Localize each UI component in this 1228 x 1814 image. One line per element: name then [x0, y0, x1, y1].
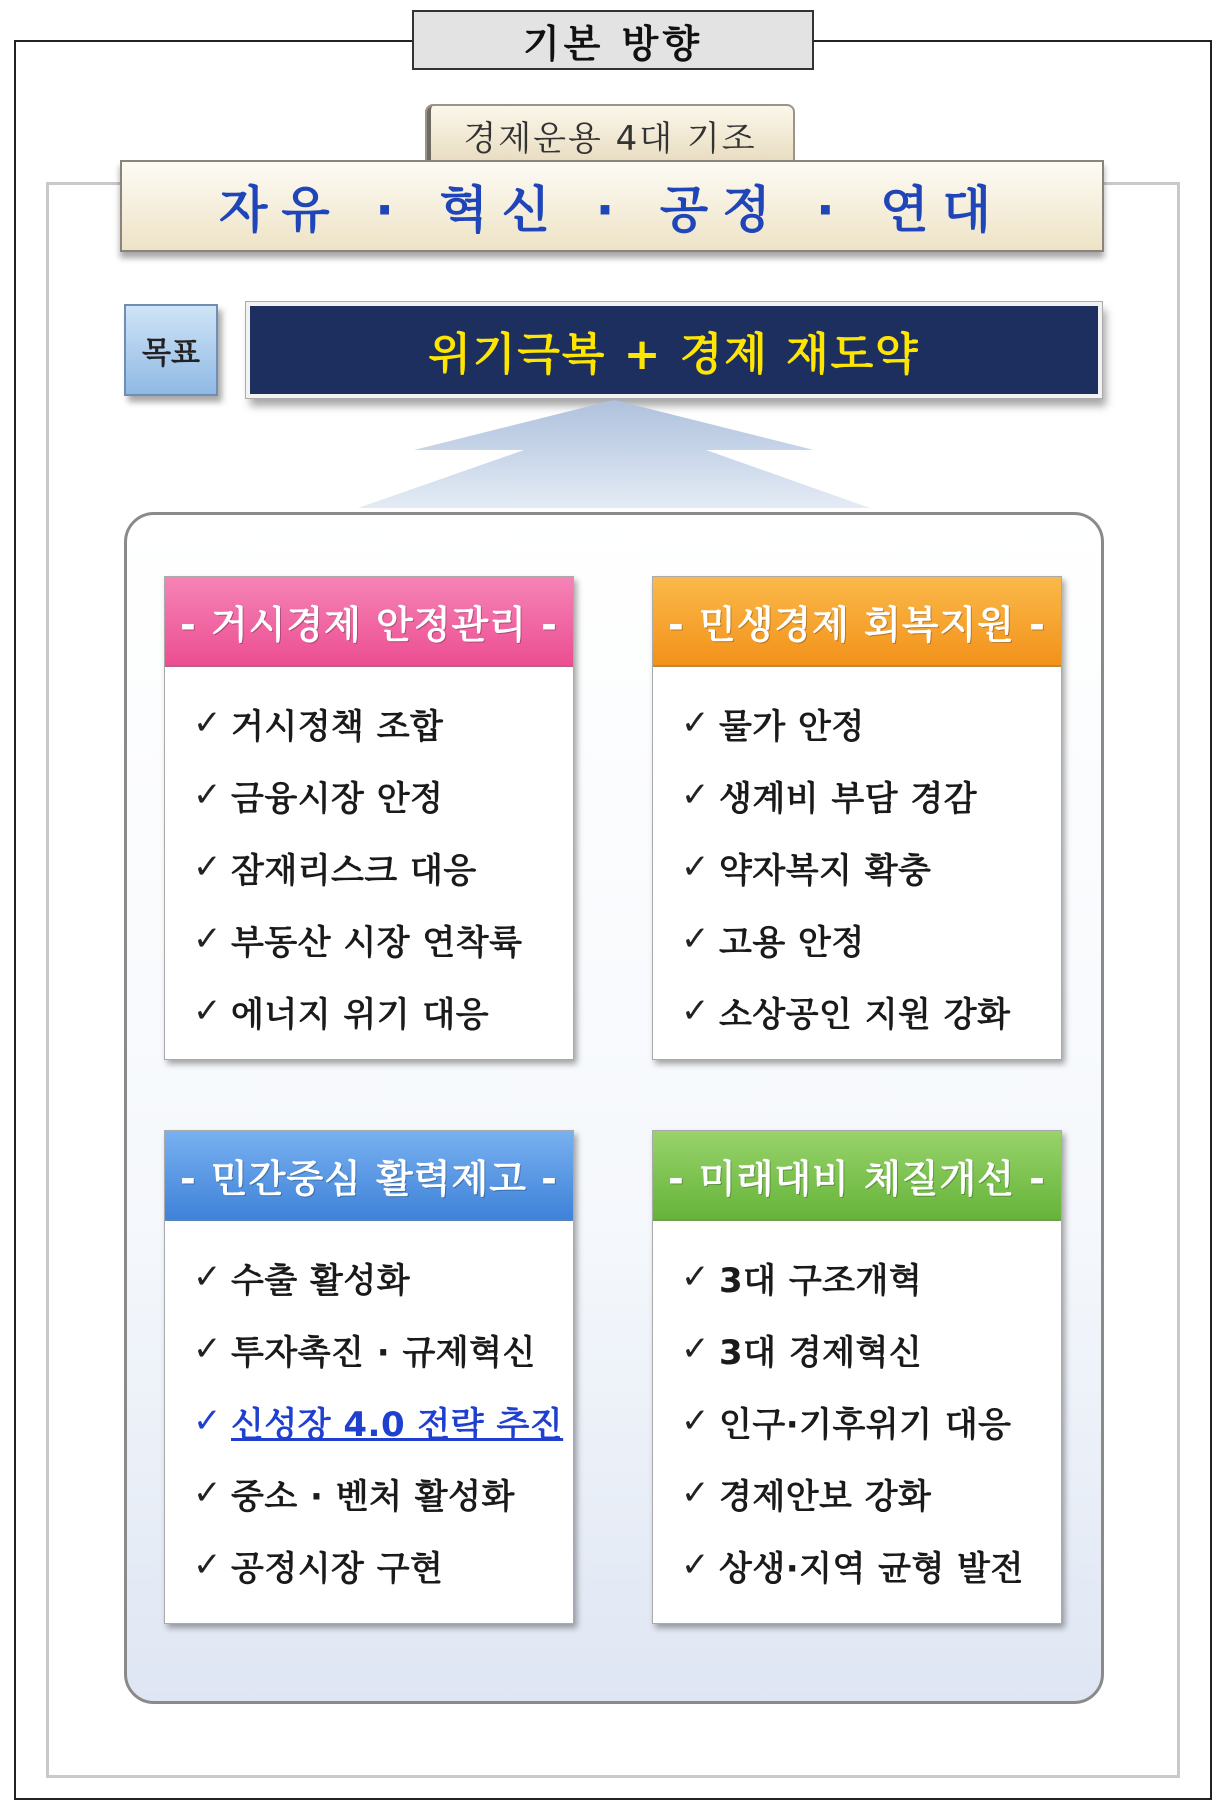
check-icon: ✓ — [193, 703, 222, 743]
list-item: ✓ 거시정책 조합 — [193, 703, 444, 747]
check-icon: ✓ — [193, 847, 222, 887]
list-item: ✓ 중소 · 벤처 활성화 — [193, 1473, 515, 1517]
base-tab-label: 경제운용 4대 기조 — [425, 104, 795, 164]
check-icon: ✓ — [681, 1473, 710, 1513]
list-item: ✓ 에너지 위기 대응 — [193, 991, 490, 1035]
list-item: ✓ 부동산 시장 연착륙 — [193, 919, 523, 963]
check-icon: ✓ — [193, 991, 222, 1031]
card-title: - 거시경제 안정관리 - — [165, 577, 573, 667]
list-item: ✓ 물가 안정 — [681, 703, 865, 747]
check-icon: ✓ — [193, 919, 222, 959]
list-item: ✓ 약자복지 확충 — [681, 847, 932, 891]
page-title: 기본 방향 — [412, 10, 814, 70]
check-icon: ✓ — [681, 847, 710, 887]
check-icon: ✓ — [681, 1401, 710, 1441]
goal-bar: 위기극복 + 경제 재도약 — [246, 302, 1102, 398]
check-icon: ✓ — [681, 703, 710, 743]
list-item: ✓ 상생·지역 균형 발전 — [681, 1545, 1024, 1589]
card-macro-stability — [164, 576, 574, 1060]
new-growth-strategy-link[interactable]: ✓ 신성장 4.0 전략 추진 — [193, 1401, 564, 1445]
list-item: ✓ 투자촉진 · 규제혁신 — [193, 1329, 536, 1373]
list-item: ✓ 소상공인 지원 강화 — [681, 991, 1011, 1035]
list-item: ✓ 3대 경제혁신 — [681, 1329, 923, 1373]
check-icon: ✓ — [681, 991, 710, 1031]
list-item: ✓ 인구·기후위기 대응 — [681, 1401, 1012, 1445]
list-item: ✓ 잠재리스크 대응 — [193, 847, 477, 891]
check-icon: ✓ — [681, 1329, 710, 1369]
check-icon: ✓ — [681, 1545, 710, 1585]
list-item: ✓ 공정시장 구현 — [193, 1545, 444, 1589]
card-livelihood-recovery — [652, 576, 1062, 1060]
card-title: - 민간중심 활력제고 - — [165, 1131, 573, 1221]
check-icon: ✓ — [681, 775, 710, 815]
list-item: ✓ 수출 활성화 — [193, 1257, 411, 1301]
card-future-readiness — [652, 1130, 1062, 1624]
list-item: ✓ 생계비 부담 경감 — [681, 775, 978, 819]
card-title: - 미래대비 체질개선 - — [653, 1131, 1061, 1221]
goal-label: 목표 — [124, 304, 218, 396]
check-icon: ✓ — [193, 1545, 222, 1585]
list-item: ✓ 금융시장 안정 — [193, 775, 444, 819]
list-item: ✓ 3대 구조개혁 — [681, 1257, 923, 1301]
check-icon: ✓ — [193, 1329, 222, 1369]
card-private-vitality — [164, 1130, 574, 1624]
list-item: ✓ 경제안보 강화 — [681, 1473, 932, 1517]
check-icon: ✓ — [193, 1257, 222, 1297]
check-icon: ✓ — [193, 775, 222, 815]
check-icon: ✓ — [681, 919, 710, 959]
check-icon: ✓ — [193, 1473, 222, 1513]
check-icon: ✓ — [681, 1257, 710, 1297]
check-icon: ✓ — [193, 1401, 222, 1441]
base-values-banner: 자유 · 혁신 · 공정 · 연대 — [120, 160, 1104, 252]
card-title: - 민생경제 회복지원 - — [653, 577, 1061, 667]
list-item: ✓ 고용 안정 — [681, 919, 865, 963]
